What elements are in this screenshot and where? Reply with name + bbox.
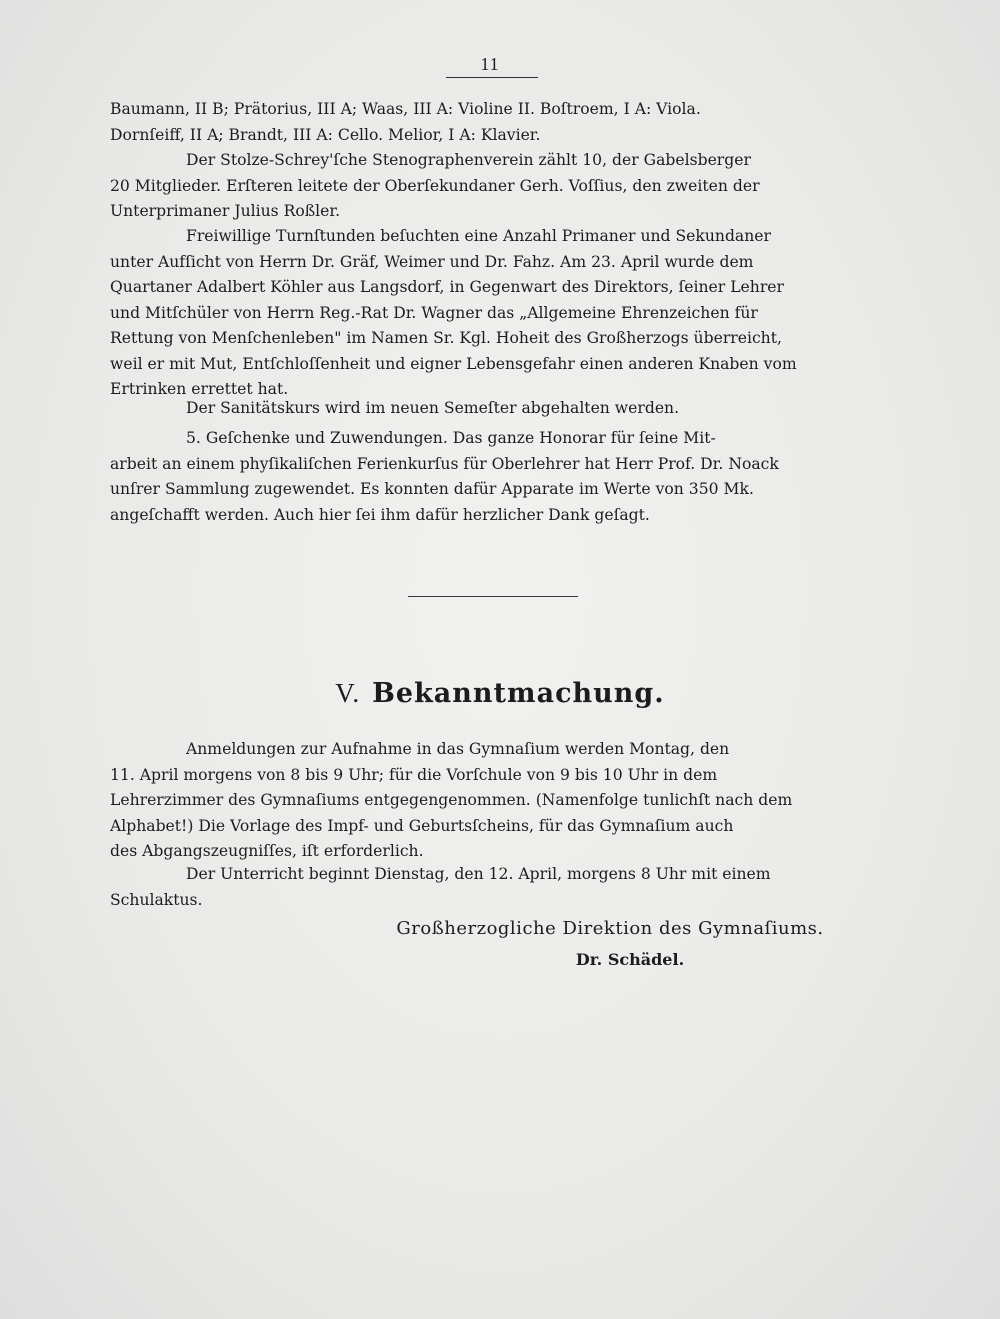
stenography-paragraph [110, 148, 872, 225]
announcement-paragraph [110, 737, 872, 865]
text-line: 5. Geſchenke und Zuwendungen. Das ganze Honorar für ſeine Mit- [186, 429, 716, 447]
text-line: Der Stolze-Schrey'ſche Stenographenverein zählt 10, der Gabelsberger [186, 151, 751, 169]
text-line: 11. April morgens von 8 bis 9 Uhr; für die Vorſchule von 9 bis 10 Uhr in dem [110, 765, 718, 784]
section-divider [408, 596, 578, 597]
signature-organization: Großherzogliche Direktion des Gymnaſiums. [396, 918, 824, 939]
section-title: Bekanntmachung. [372, 678, 665, 709]
text-line: Der Unterricht beginnt Dienstag, den 12. April, morgens 8 Uhr mit einem [186, 865, 771, 883]
text-line: und Mitſchüler von Herrn Reg.-Rat Dr. Wagner das „Allgemeine Ehrenzeichen für [110, 303, 758, 322]
text-line: des Abgangszeugniſſes, iſt erforderlich. [110, 842, 424, 860]
gymnastics-paragraph [110, 224, 872, 403]
text-line: Dornſeiff, II A; Brandt, III A: Cello. Melior, I A: Klavier. [110, 125, 541, 144]
section-heading [0, 678, 1000, 709]
text-line: Quartaner Adalbert Köhler aus Langsdorf, in Gegenwart des Direktors, ſeiner Lehrer [110, 278, 784, 296]
text-line: Anmeldungen zur Aufnahme in das Gymnaſium werden Montag, den [186, 740, 730, 758]
section-number: V. [335, 678, 361, 708]
ensemble-listing [110, 97, 872, 148]
text-line: unter Aufſicht von Herrn Dr. Gräf, Weimer und Dr. Fahz. Am 23. April wurde dem [110, 252, 754, 271]
text-line: Unterprimaner Julius Roßler. [110, 202, 341, 220]
text-line: 20 Mitglieder. Erſteren leitete der Oberſekundaner Gerh. Voſſius, den zweiten der [110, 176, 760, 195]
class-start-paragraph [110, 862, 872, 913]
text-line: arbeit an einem phyſikaliſchen Ferienkurſus für Oberlehrer hat Herr Prof. Dr. Noack [110, 454, 779, 473]
page-number-rule [446, 77, 538, 78]
signature-name: Dr. Schädel. [575, 950, 685, 969]
text-line: Freiwillige Turnſtunden beſuchten eine Anzahl Primaner und Sekundaner [186, 227, 771, 245]
text-line: Schulaktus. [110, 890, 203, 909]
text-line: angeſchafft werden. Auch hier ſei ihm dafür herzlicher Dank geſagt. [110, 505, 650, 524]
text-line: Der Sanitätskurs wird im neuen Semeſter abgehalten werden. [186, 399, 680, 417]
page-number: 11 [480, 54, 500, 74]
text-line: Alphabet!) Die Vorlage des Impf- und Geburtsſcheins, für das Gymnaſium auch [110, 816, 734, 835]
text-line: Ertrinken errettet hat. [110, 380, 289, 398]
text-line: Baumann, II B; Prätorius, III A; Waas, III A: Violine II. Boſtroem, I A: Viola. [110, 100, 701, 118]
text-line: weil er mit Mut, Entſchloſſenheit und eigner Lebensgefahr einen anderen Knaben vom [110, 354, 797, 373]
gifts-paragraph [110, 426, 872, 528]
text-line: unſrer Sammlung zugewendet. Es konnten dafür Apparate im Werte von 350 Mk. [110, 480, 754, 498]
sanitary-course-paragraph [110, 396, 872, 422]
text-line: Rettung von Menſchenleben" im Namen Sr. Kgl. Hoheit des Großherzogs überreicht, [110, 329, 782, 347]
text-line: Lehrerzimmer des Gymnaſiums entgegengenommen. (Namenfolge tunlichſt nach dem [110, 791, 793, 809]
